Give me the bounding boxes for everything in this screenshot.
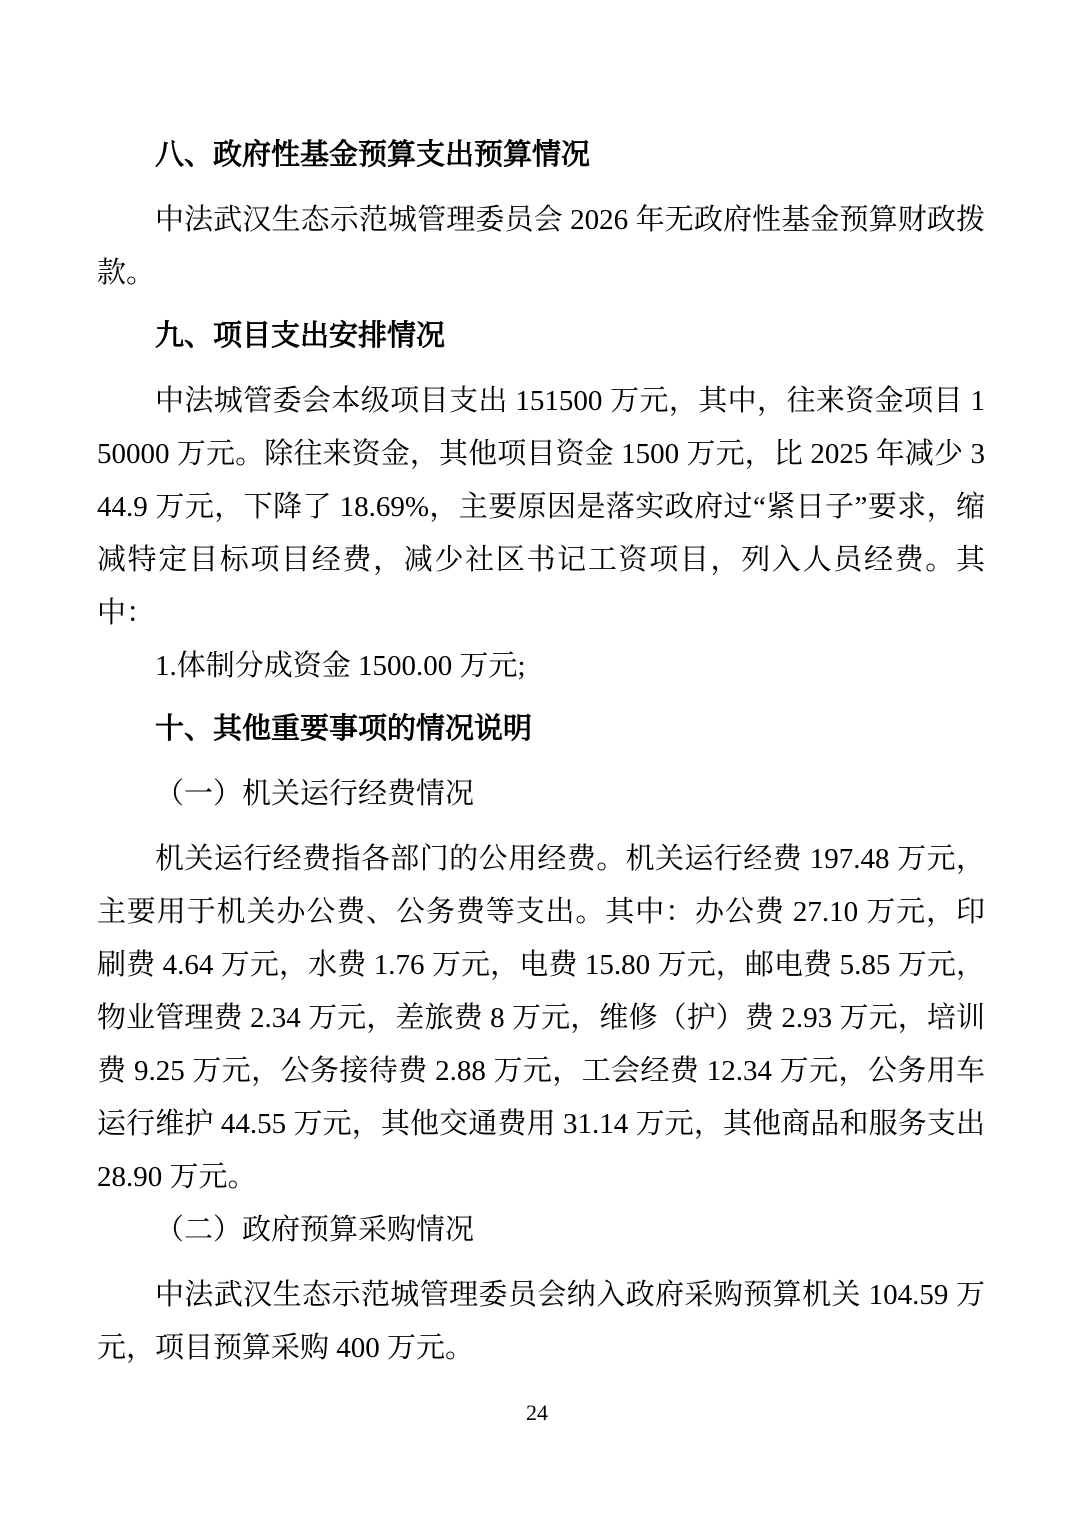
- section-heading: 十、其他重要事项的情况说明: [155, 713, 533, 745]
- sub-section-heading: （二）政府预算采购情况: [155, 1214, 475, 1246]
- section-heading: 九、项目支出安排情况: [155, 320, 446, 352]
- paragraph: 中法武汉生态示范城管理委员会纳入政府采购预算机关 104.59 万元，项目预算采购 400 万元。: [97, 1279, 985, 1364]
- paragraph: 中法武汉生态示范城管理委员会 2026 年无政府性基金预算财政拨款。: [97, 204, 985, 289]
- paragraph: 1.体制分成资金 1500.00 万元;: [155, 650, 526, 682]
- section-heading: 八、政府性基金预算支出预算情况: [155, 139, 591, 171]
- page-number: 24: [526, 1400, 548, 1425]
- paragraph: 中法城管委会本级项目支出 151500 万元，其中，往来资金项目 150000 万元。除往来资金，其他项目资金 1500 万元，比 2025 年减少 344.9 万元，下降了 18.69%，主要原因是落实政府过“紧日子”要求，缩减特定目标项目经费，减少社区书记工资项目，列入人员经费。其中：: [97, 385, 985, 629]
- sub-section-heading: （一）机关运行经费情况: [155, 778, 475, 810]
- paragraph: 机关运行经费指各部门的公用经费。机关运行经费 197.48 万元，主要用于机关办公费、公务费等支出。其中：办公费 27.10 万元，印刷费 4.64 万元，水费 1.76 万元，电费 15.80 万元，邮电费 5.85 万元，物业管理费 2.34 万元，差旅费 8 万元，维修（护）费 2.93 万元，培训费 9.25 万元，公务接待费 2.88 万元，工会经费 12.34 万元，公务用车运行维护 44.55 万元，其他交通费用 31.14 万元，其他商品和服务支出 28.90 万元。: [97, 843, 985, 1193]
- document-body: [97, 119, 985, 1375]
